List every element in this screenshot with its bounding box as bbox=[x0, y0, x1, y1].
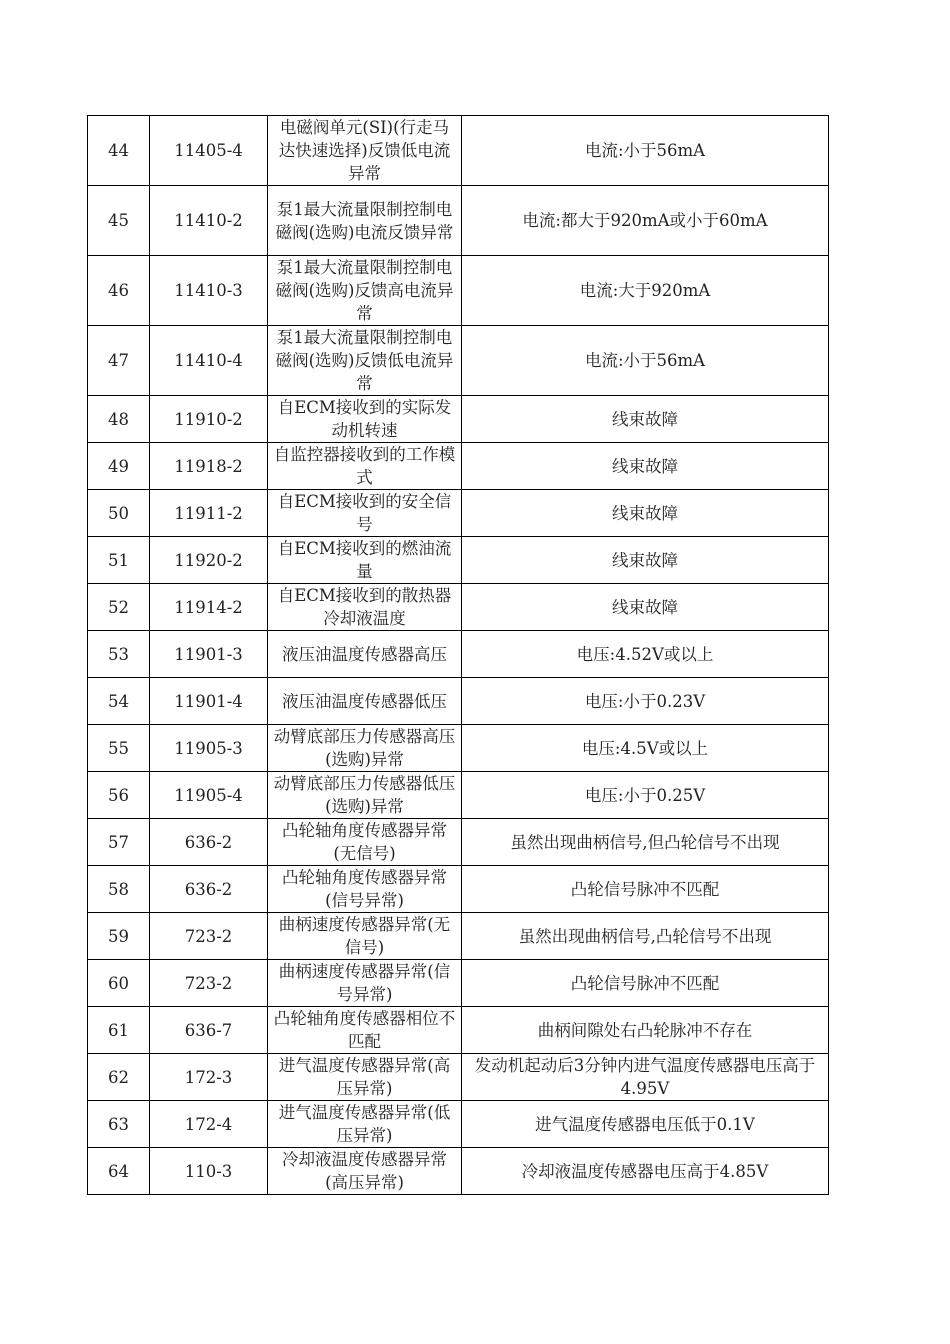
table-row bbox=[88, 1148, 829, 1195]
fault-description-cell: 自ECM接收到的燃油流量 bbox=[268, 537, 462, 584]
fault-description-cell: 进气温度传感器异常(高压异常) bbox=[268, 1054, 462, 1101]
fault-condition-cell: 电压:小于0.23V bbox=[462, 678, 829, 725]
fault-condition-cell: 凸轮信号脉冲不匹配 bbox=[462, 960, 829, 1007]
row-number-cell: 54 bbox=[88, 678, 150, 725]
table-row bbox=[88, 913, 829, 960]
fault-description-cell: 进气温度传感器异常(低压异常) bbox=[268, 1101, 462, 1148]
table-row bbox=[88, 1007, 829, 1054]
row-number-cell: 52 bbox=[88, 584, 150, 631]
fault-condition-cell: 进气温度传感器电压低于0.1V bbox=[462, 1101, 829, 1148]
fault-code-cell: 11901-4 bbox=[150, 678, 268, 725]
fault-description-cell: 自ECM接收到的散热器冷却液温度 bbox=[268, 584, 462, 631]
fault-description-cell: 凸轮轴角度传感器异常(信号异常) bbox=[268, 866, 462, 913]
row-number-cell: 58 bbox=[88, 866, 150, 913]
fault-condition-cell: 电流:小于56mA bbox=[462, 116, 829, 186]
table-row bbox=[88, 866, 829, 913]
table-row bbox=[88, 772, 829, 819]
table-row bbox=[88, 443, 829, 490]
fault-code-cell: 11901-3 bbox=[150, 631, 268, 678]
row-number-cell: 61 bbox=[88, 1007, 150, 1054]
table-row bbox=[88, 819, 829, 866]
row-number-cell: 46 bbox=[88, 256, 150, 326]
row-number-cell: 48 bbox=[88, 396, 150, 443]
fault-description-cell: 自ECM接收到的安全信号 bbox=[268, 490, 462, 537]
table-row bbox=[88, 1054, 829, 1101]
fault-description-cell: 曲柄速度传感器异常(无信号) bbox=[268, 913, 462, 960]
fault-code-cell: 11905-4 bbox=[150, 772, 268, 819]
fault-condition-cell: 曲柄间隙处右凸轮脉冲不存在 bbox=[462, 1007, 829, 1054]
fault-code-cell: 172-3 bbox=[150, 1054, 268, 1101]
fault-description-cell: 动臂底部压力传感器高压(选购)异常 bbox=[268, 725, 462, 772]
fault-code-table bbox=[87, 115, 829, 1195]
fault-code-cell: 110-3 bbox=[150, 1148, 268, 1195]
fault-code-cell: 11911-2 bbox=[150, 490, 268, 537]
table-row bbox=[88, 186, 829, 256]
row-number-cell: 59 bbox=[88, 913, 150, 960]
table-row bbox=[88, 537, 829, 584]
fault-code-cell: 723-2 bbox=[150, 960, 268, 1007]
fault-condition-cell: 电流:都大于920mA或小于60mA bbox=[462, 186, 829, 256]
fault-code-cell: 636-2 bbox=[150, 866, 268, 913]
table-body bbox=[88, 116, 829, 1195]
fault-code-cell: 11918-2 bbox=[150, 443, 268, 490]
fault-code-cell: 11914-2 bbox=[150, 584, 268, 631]
fault-code-cell: 11410-3 bbox=[150, 256, 268, 326]
fault-code-cell: 11905-3 bbox=[150, 725, 268, 772]
fault-description-cell: 泵1最大流量限制控制电磁阀(选购)反馈高电流异常 bbox=[268, 256, 462, 326]
fault-code-table-container bbox=[87, 115, 828, 1195]
fault-condition-cell: 发动机起动后3分钟内进气温度传感器电压高于4.95V bbox=[462, 1054, 829, 1101]
table-row bbox=[88, 584, 829, 631]
table-row bbox=[88, 326, 829, 396]
fault-code-cell: 11405-4 bbox=[150, 116, 268, 186]
table-row bbox=[88, 116, 829, 186]
table-row bbox=[88, 631, 829, 678]
fault-condition-cell: 凸轮信号脉冲不匹配 bbox=[462, 866, 829, 913]
row-number-cell: 56 bbox=[88, 772, 150, 819]
table-row bbox=[88, 490, 829, 537]
row-number-cell: 55 bbox=[88, 725, 150, 772]
fault-condition-cell: 线束故障 bbox=[462, 584, 829, 631]
row-number-cell: 63 bbox=[88, 1101, 150, 1148]
fault-code-cell: 11920-2 bbox=[150, 537, 268, 584]
fault-condition-cell: 电压:4.52V或以上 bbox=[462, 631, 829, 678]
fault-code-cell: 172-4 bbox=[150, 1101, 268, 1148]
fault-code-cell: 11410-4 bbox=[150, 326, 268, 396]
table-row bbox=[88, 725, 829, 772]
table-row bbox=[88, 1101, 829, 1148]
fault-condition-cell: 冷却液温度传感器电压高于4.85V bbox=[462, 1148, 829, 1195]
fault-condition-cell: 电流:小于56mA bbox=[462, 326, 829, 396]
fault-description-cell: 动臂底部压力传感器低压(选购)异常 bbox=[268, 772, 462, 819]
row-number-cell: 49 bbox=[88, 443, 150, 490]
fault-code-cell: 11410-2 bbox=[150, 186, 268, 256]
row-number-cell: 62 bbox=[88, 1054, 150, 1101]
fault-description-cell: 电磁阀单元(SI)(行走马达快速选择)反馈低电流异常 bbox=[268, 116, 462, 186]
fault-condition-cell: 电流:大于920mA bbox=[462, 256, 829, 326]
fault-condition-cell: 线束故障 bbox=[462, 396, 829, 443]
row-number-cell: 44 bbox=[88, 116, 150, 186]
fault-description-cell: 自监控器接收到的工作模式 bbox=[268, 443, 462, 490]
table-row bbox=[88, 678, 829, 725]
fault-condition-cell: 电压:小于0.25V bbox=[462, 772, 829, 819]
row-number-cell: 50 bbox=[88, 490, 150, 537]
fault-condition-cell: 线束故障 bbox=[462, 443, 829, 490]
fault-condition-cell: 线束故障 bbox=[462, 537, 829, 584]
fault-description-cell: 泵1最大流量限制控制电磁阀(选购)反馈低电流异常 bbox=[268, 326, 462, 396]
fault-code-cell: 636-7 bbox=[150, 1007, 268, 1054]
fault-description-cell: 曲柄速度传感器异常(信号异常) bbox=[268, 960, 462, 1007]
fault-code-cell: 636-2 bbox=[150, 819, 268, 866]
fault-condition-cell: 虽然出现曲柄信号,凸轮信号不出现 bbox=[462, 913, 829, 960]
row-number-cell: 60 bbox=[88, 960, 150, 1007]
row-number-cell: 47 bbox=[88, 326, 150, 396]
fault-condition-cell: 虽然出现曲柄信号,但凸轮信号不出现 bbox=[462, 819, 829, 866]
row-number-cell: 64 bbox=[88, 1148, 150, 1195]
row-number-cell: 53 bbox=[88, 631, 150, 678]
fault-description-cell: 泵1最大流量限制控制电磁阀(选购)电流反馈异常 bbox=[268, 186, 462, 256]
fault-description-cell: 冷却液温度传感器异常(高压异常) bbox=[268, 1148, 462, 1195]
fault-code-cell: 723-2 bbox=[150, 913, 268, 960]
fault-condition-cell: 线束故障 bbox=[462, 490, 829, 537]
fault-condition-cell: 电压:4.5V或以上 bbox=[462, 725, 829, 772]
table-row bbox=[88, 256, 829, 326]
row-number-cell: 45 bbox=[88, 186, 150, 256]
fault-description-cell: 自ECM接收到的实际发动机转速 bbox=[268, 396, 462, 443]
fault-description-cell: 凸轮轴角度传感器异常(无信号) bbox=[268, 819, 462, 866]
fault-description-cell: 液压油温度传感器低压 bbox=[268, 678, 462, 725]
table-row bbox=[88, 960, 829, 1007]
fault-description-cell: 液压油温度传感器高压 bbox=[268, 631, 462, 678]
fault-code-cell: 11910-2 bbox=[150, 396, 268, 443]
row-number-cell: 57 bbox=[88, 819, 150, 866]
row-number-cell: 51 bbox=[88, 537, 150, 584]
fault-description-cell: 凸轮轴角度传感器相位不匹配 bbox=[268, 1007, 462, 1054]
table-row bbox=[88, 396, 829, 443]
